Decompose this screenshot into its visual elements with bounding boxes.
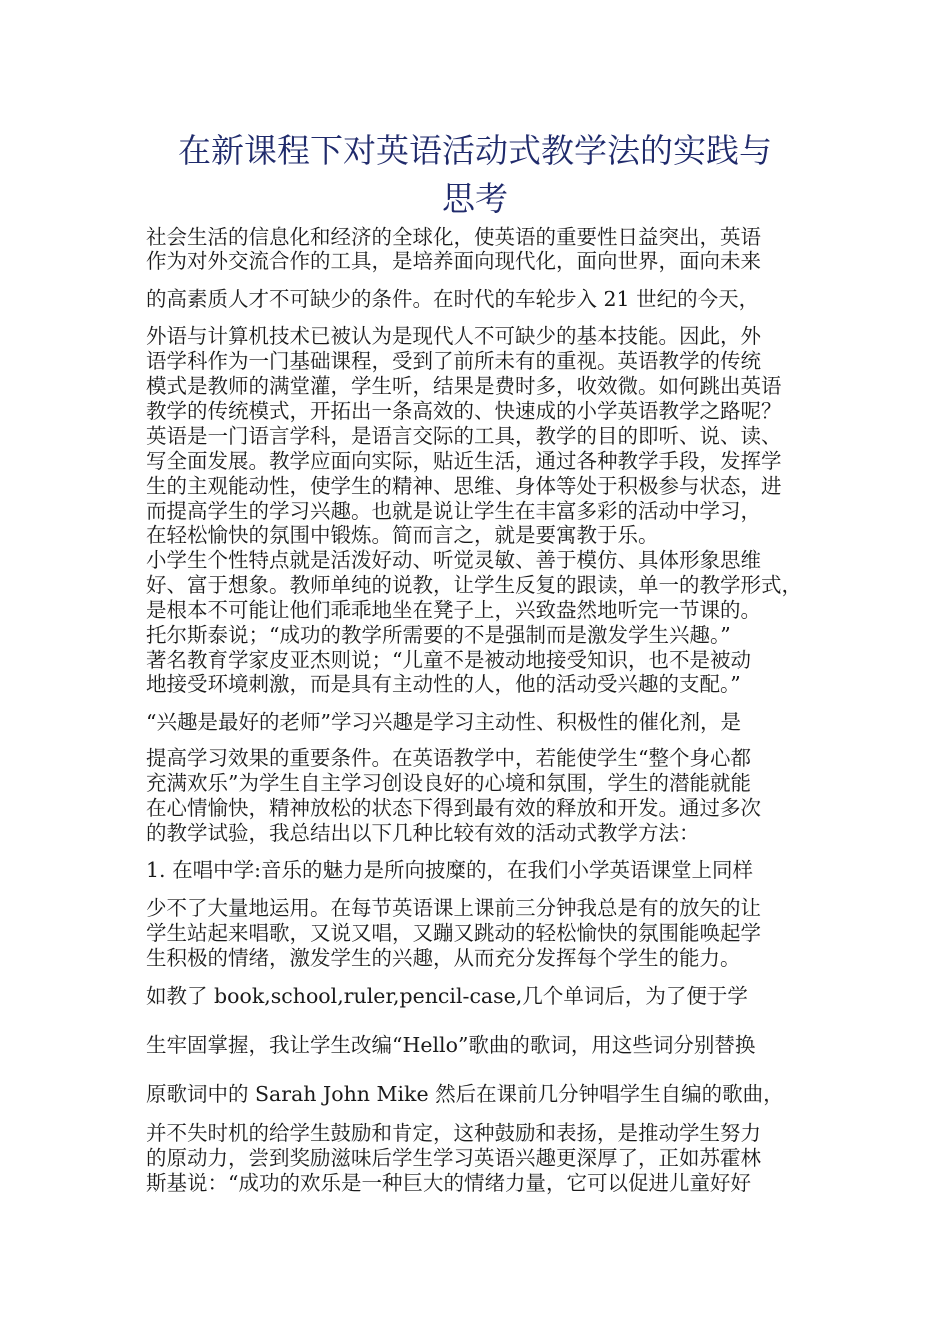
body-line: 的原动力，尝到奖励滋味后学生学习英语兴趣更深厚了，正如苏霍林 [146,1146,761,1170]
body-line: 语学科作为一门基础课程，受到了前所未有的重视。英语教学的传统 [146,349,761,373]
body-line: 的教学试验，我总结出以下几种比较有效的活动式教学方法： [146,821,700,845]
body-line: 地接受环境刺激，而是具有主动性的人，他的活动受兴趣的支配。” [146,672,741,696]
body-line: 生的主观能动性，使学生的精神、思维、身体等处于积极参与状态，进 [146,474,782,498]
body-line: 英语是一门语言学科，是语言交际的工具，教学的目的即听、说、读、 [146,424,782,448]
body-line: 著名教育学家皮亚杰则说；“儿童不是被动地接受知识，也不是被动 [146,648,751,672]
body-line: 的高素质人才不可缺少的条件。在时代的车轮步入 21 世纪的今天， [146,287,760,311]
body-line: 社会生活的信息化和经济的全球化，使英语的重要性日益突出，英语 [146,225,761,249]
document-title-line-2: 思考 [442,179,508,218]
body-line: “兴趣是最好的老师”学习兴趣是学习主动性、积极性的催化剂，是 [146,710,741,734]
body-line: 如教了 book,school,ruler,pencil-case,几个单词后，为了便于学 [146,984,748,1008]
body-line: 少不了大量地运用。在每节英语课上课前三分钟我总是有的放矢的让 [146,896,761,920]
body-line: 教学的传统模式，开拓出一条高效的、快速成的小学英语教学之路呢？ [146,399,782,423]
body-line: 托尔斯泰说；“成功的教学所需要的不是强制而是激发学生兴趣。” [146,623,731,647]
body-line: 充满欢乐”为学生自主学习创设良好的心境和氛围，学生的潜能就能 [146,771,751,795]
body-line: 小学生个性特点就是活泼好动、听觉灵敏、善于模仿、具体形象思维 [146,548,761,572]
body-line: 外语与计算机技术已被认为是现代人不可缺少的基本技能。因此，外 [146,324,761,348]
body-line: 好、富于想象。教师单纯的说教，让学生反复的跟读，单一的教学形式， [146,573,802,597]
body-line: 学生站起来唱歌，又说又唱，又蹦又跳动的轻松愉快的氛围能唤起学 [146,921,761,945]
body-line: 生积极的情绪，激发学生的兴趣，从而充分发挥每个学生的能力。 [146,946,741,970]
body-line: 模式是教师的满堂灌，学生听，结果是费时多，收效微。如何跳出英语 [146,374,782,398]
body-line: 是根本不可能让他们乖乖地坐在凳子上，兴致盎然地听完一节课的。 [146,598,761,622]
body-line: 而提高学生的学习兴趣。也就是说让学生在丰富多彩的活动中学习， [146,499,761,523]
body-line: 1. 在唱中学:音乐的魅力是所向披糜的，在我们小学英语课堂上同样 [146,858,753,882]
document-title-line-1: 在新课程下对英语活动式教学法的实践与 [178,131,772,170]
body-line: 生牢固掌握，我让学生改编“Hello”歌曲的歌词，用这些词分别替换 [146,1033,756,1057]
body-line: 在心情愉快，精神放松的状态下得到最有效的释放和开发。通过多次 [146,796,761,820]
body-line: 在轻松愉快的氛围中锻炼。简而言之，就是要寓教于乐。 [146,523,659,547]
body-line: 作为对外交流合作的工具，是培养面向现代化，面向世界，面向未来 [146,249,761,273]
body-line: 写全面发展。教学应面向实际，贴近生活，通过各种教学手段，发挥学 [146,449,782,473]
body-line: 并不失时机的给学生鼓励和肯定，这种鼓励和表扬，是推动学生努力 [146,1121,761,1145]
body-line: 提高学习效果的重要条件。在英语教学中，若能使学生“整个身心都 [146,746,751,770]
body-line: 原歌词中的 Sarah John Mike 然后在课前几分钟唱学生自编的歌曲， [146,1082,784,1106]
body-line: 斯基说：“成功的欢乐是一种巨大的情绪力量，它可以促进儿童好好 [146,1171,751,1195]
